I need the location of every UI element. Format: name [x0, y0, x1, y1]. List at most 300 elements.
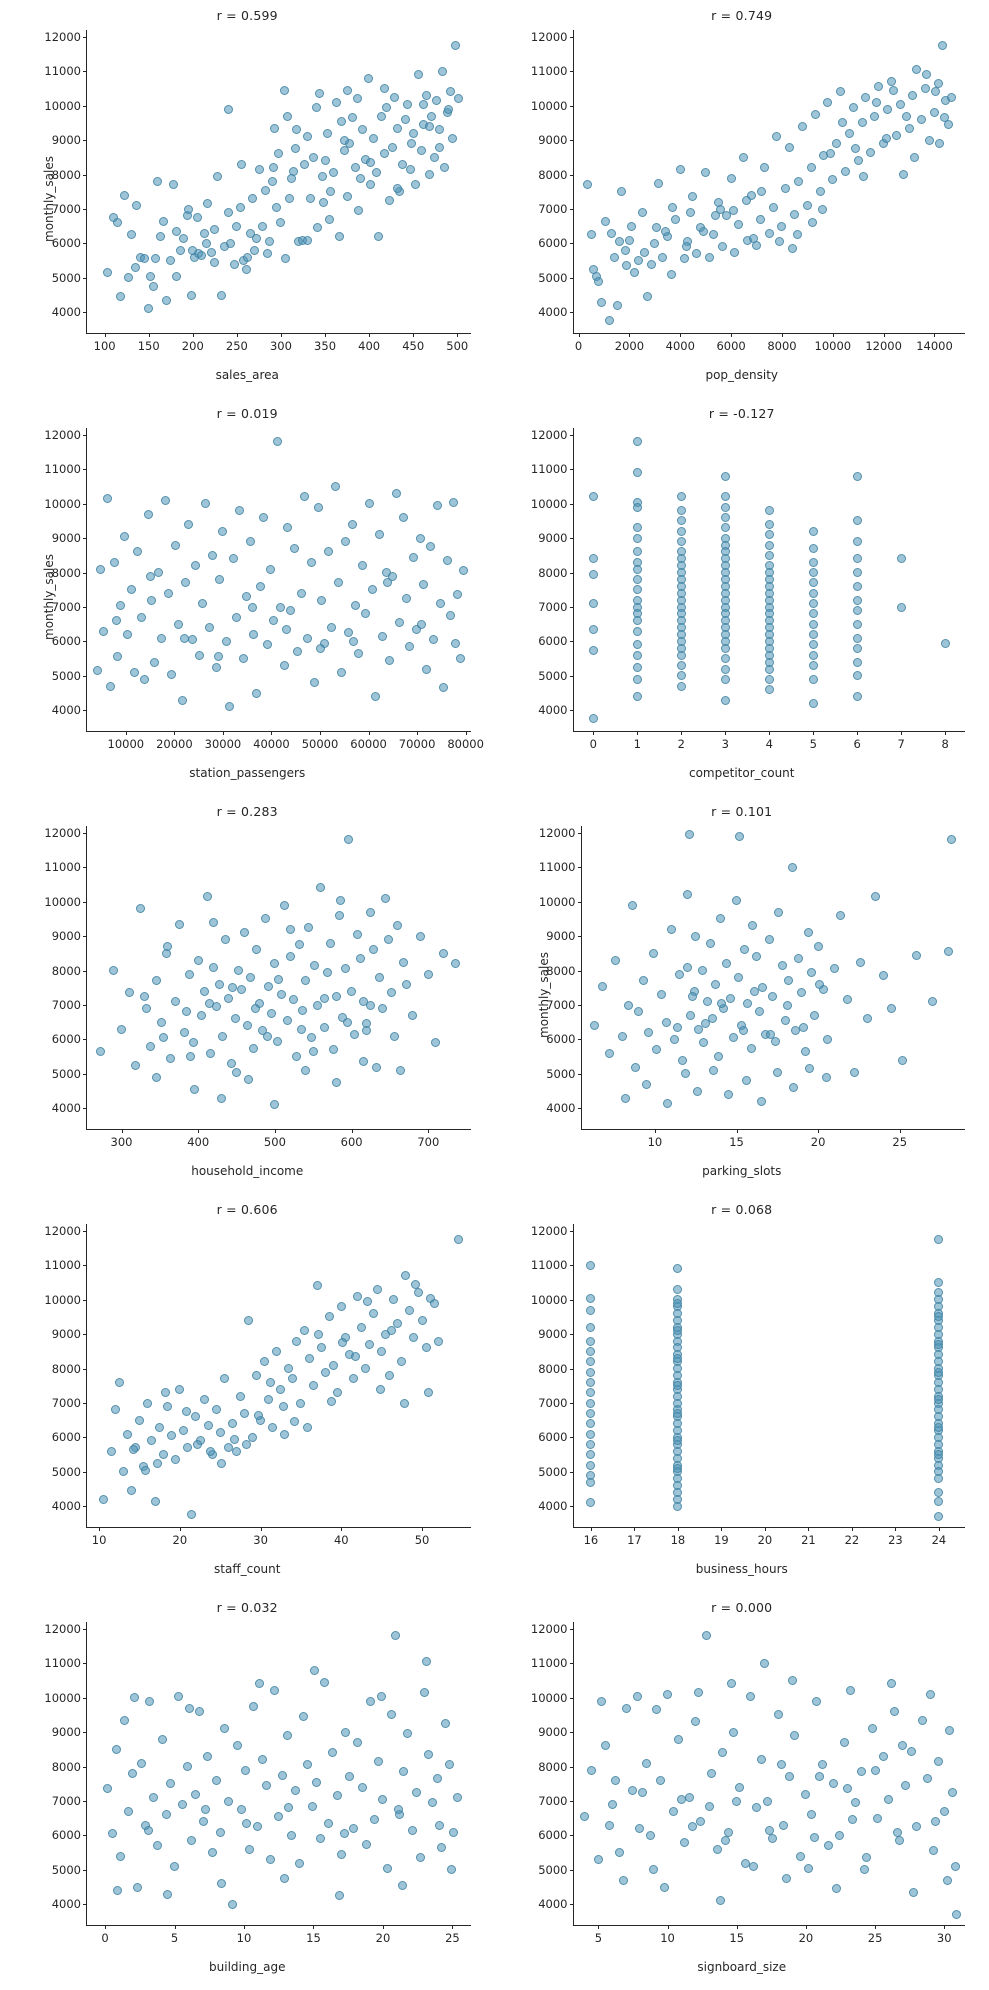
- scatter-point: [768, 992, 777, 1001]
- x-axis-label: station_passengers: [189, 766, 306, 780]
- x-tick: [193, 333, 194, 337]
- y-tick-label: 11000: [44, 860, 81, 875]
- y-tick-label: 11000: [530, 1656, 568, 1671]
- scatter-point: [362, 1026, 371, 1035]
- scatter-point: [183, 1762, 192, 1771]
- scatter-point: [218, 527, 227, 536]
- x-tick-label: 600: [340, 1135, 363, 1149]
- scatter-point: [358, 1783, 367, 1792]
- scatter-point: [203, 1752, 212, 1761]
- scatter-point: [232, 1447, 241, 1456]
- scatter-point: [319, 198, 328, 207]
- scatter-point: [910, 153, 919, 162]
- scatter-point: [803, 201, 812, 210]
- x-tick-label: 24: [931, 1533, 947, 1547]
- x-tick-label: 10000: [814, 339, 852, 353]
- scatter-point: [324, 1819, 333, 1828]
- x-tick-label: 10: [647, 1135, 663, 1149]
- scatter-point: [333, 1388, 342, 1397]
- scatter-point: [161, 496, 170, 505]
- scatter-point: [197, 251, 206, 260]
- scatter-point: [170, 1862, 179, 1871]
- scatter-point: [180, 1028, 189, 1037]
- scatter-point: [152, 976, 161, 985]
- scatter-point: [258, 222, 267, 231]
- scatter-point: [597, 1697, 606, 1706]
- scatter-point: [359, 1057, 368, 1066]
- y-tick: [570, 1698, 574, 1699]
- scatter-point: [703, 997, 712, 1006]
- scatter-point: [291, 1786, 300, 1795]
- scatter-point: [721, 513, 730, 522]
- scatter-point: [879, 1752, 888, 1761]
- scatter-point: [343, 86, 352, 95]
- y-tick-label: 7000: [51, 1396, 81, 1411]
- scatter-point: [325, 1312, 334, 1321]
- scatter-point: [835, 1831, 844, 1840]
- y-tick: [570, 71, 574, 72]
- scatter-point: [237, 985, 246, 994]
- scatter-point: [630, 268, 639, 277]
- scatter-point: [449, 498, 458, 507]
- scatter-point: [430, 1299, 439, 1308]
- scatter-point: [161, 1388, 170, 1397]
- scatter-point: [633, 675, 642, 684]
- plot-area: [530, 1223, 966, 1547]
- scatter-point: [369, 134, 378, 143]
- scatter-point: [385, 656, 394, 665]
- scatter-point: [267, 1009, 276, 1018]
- scatter-point: [680, 1838, 689, 1847]
- y-tick-label: 6000: [538, 1430, 568, 1445]
- scatter-point: [329, 1045, 338, 1054]
- scatter-point: [449, 1828, 458, 1837]
- scatter-point: [947, 93, 956, 102]
- scatter-point: [345, 1772, 354, 1781]
- x-tick: [634, 1527, 635, 1531]
- x-tick: [598, 1925, 599, 1929]
- scatter-point: [912, 1822, 921, 1831]
- scatter-point: [147, 596, 156, 605]
- x-tick: [721, 1527, 722, 1531]
- scatter-point: [268, 177, 277, 186]
- scatter-point: [586, 1419, 595, 1428]
- scatter-point: [899, 170, 908, 179]
- scatter-point: [228, 1900, 237, 1909]
- x-tick: [383, 1925, 384, 1929]
- scatter-point: [918, 1716, 927, 1725]
- scatter-point: [589, 599, 598, 608]
- scatter-point: [422, 665, 431, 674]
- scatter-point: [185, 970, 194, 979]
- y-tick-label: 7000: [538, 202, 568, 217]
- x-tick: [422, 1527, 423, 1531]
- x-tick-label: 450: [402, 339, 425, 353]
- scatter-point: [110, 558, 119, 567]
- scatter-point: [701, 168, 710, 177]
- data-points: [87, 1622, 471, 1925]
- scatter-point: [199, 1817, 208, 1826]
- y-tick-label: 12000: [530, 427, 568, 442]
- x-tick-label: 80000: [447, 737, 484, 751]
- scatter-point: [650, 239, 659, 248]
- scatter-point: [144, 510, 153, 519]
- scatter-point: [113, 652, 122, 661]
- scatter-point: [774, 1710, 783, 1719]
- scatter-point: [315, 89, 324, 98]
- scatter-point: [224, 208, 233, 217]
- scatter-point: [678, 1056, 687, 1065]
- scatter-point: [263, 1032, 272, 1041]
- scatter-point: [289, 995, 298, 1004]
- scatter-point: [237, 160, 246, 169]
- panel-title: r = 0.068: [711, 1202, 773, 1217]
- scatter-point: [200, 229, 209, 238]
- x-tick-label: 400: [358, 339, 381, 353]
- scatter-point: [814, 942, 823, 951]
- scatter-point: [633, 616, 642, 625]
- scatter-point: [598, 982, 607, 991]
- x-tick-label: 18: [670, 1533, 686, 1547]
- scatter-point: [280, 1874, 289, 1883]
- scatter-point: [269, 616, 278, 625]
- scatter-point: [401, 115, 410, 124]
- scatter-point: [273, 437, 282, 446]
- scatter-point: [331, 482, 340, 491]
- scatter-point: [303, 1423, 312, 1432]
- scatter-point: [190, 1085, 199, 1094]
- y-tick: [570, 1506, 574, 1507]
- scatter-point: [310, 961, 319, 970]
- scatter-point: [793, 230, 802, 239]
- scatter-point: [416, 1853, 425, 1862]
- scatter-point: [337, 668, 346, 677]
- scatter-point: [862, 1853, 871, 1862]
- scatter-point: [335, 1891, 344, 1900]
- scatter-point: [297, 589, 306, 598]
- scatter-point: [843, 1784, 852, 1793]
- scatter-point: [448, 134, 457, 143]
- x-tick-label: 70000: [398, 737, 436, 751]
- scatter-point: [699, 227, 708, 236]
- scatter-point: [318, 172, 327, 181]
- y-tick-label: 10000: [538, 894, 576, 909]
- x-tick-label: 0: [589, 737, 597, 751]
- scatter-point: [244, 1316, 253, 1325]
- scatter-point: [670, 1035, 679, 1044]
- scatter-point: [859, 172, 868, 181]
- scatter-point: [280, 661, 289, 670]
- scatter-point: [270, 959, 279, 968]
- x-tick: [122, 1129, 123, 1133]
- scatter-point: [633, 575, 642, 584]
- scatter-point: [310, 1666, 319, 1675]
- scatter-point: [300, 492, 309, 501]
- x-tick-label: 20000: [156, 737, 193, 751]
- scatter-point: [446, 87, 455, 96]
- scatter-point: [934, 1497, 943, 1506]
- scatter-point: [586, 1388, 595, 1397]
- y-tick: [570, 1835, 574, 1836]
- scatter-point: [113, 1886, 122, 1895]
- scatter-panel-competitor_count: [495, 398, 989, 796]
- y-tick: [570, 243, 574, 244]
- scatter-point: [272, 1347, 281, 1356]
- scatter-point: [153, 177, 162, 186]
- scatter-point: [758, 983, 767, 992]
- scatter-point: [617, 187, 626, 196]
- scatter-point: [681, 1069, 690, 1078]
- scatter-point: [683, 963, 692, 972]
- scatter-point: [718, 242, 727, 251]
- scatter-point: [586, 1461, 595, 1470]
- scatter-point: [259, 513, 268, 522]
- scatter-point: [422, 1343, 431, 1352]
- scatter-point: [174, 620, 183, 629]
- scatter-point: [284, 1803, 293, 1812]
- scatter-point: [422, 91, 431, 100]
- scatter-point: [580, 1812, 589, 1821]
- scatter-point: [853, 644, 862, 653]
- scatter-point: [890, 1707, 899, 1716]
- scatter-point: [586, 1399, 595, 1408]
- scatter-point: [809, 640, 818, 649]
- plot-area: [530, 427, 966, 751]
- scatter-point: [145, 1697, 154, 1706]
- scatter-point: [701, 1019, 710, 1028]
- scatter-point: [124, 1807, 133, 1816]
- scatter-point: [863, 1014, 872, 1023]
- scatter-point: [807, 968, 816, 977]
- scatter-point: [788, 244, 797, 253]
- scatter-point: [790, 210, 799, 219]
- scatter-point: [431, 1038, 440, 1047]
- x-tick-label: 20: [810, 1135, 826, 1149]
- scatter-panel-sales_area: [0, 0, 495, 398]
- scatter-point: [388, 143, 397, 152]
- y-tick-label: 6000: [51, 1032, 81, 1047]
- scatter-point: [335, 232, 344, 241]
- scatter-point: [934, 1368, 943, 1377]
- scatter-point: [673, 1023, 682, 1032]
- panel-title: r = 0.606: [216, 1202, 278, 1217]
- scatter-point: [409, 553, 418, 562]
- scatter-point: [898, 1741, 907, 1750]
- scatter-point: [280, 901, 289, 910]
- y-tick-label: 7000: [546, 998, 576, 1013]
- scatter-point: [424, 1388, 433, 1397]
- scatter-point: [769, 203, 778, 212]
- scatter-point: [879, 971, 888, 980]
- y-tick-label: 5000: [51, 1862, 81, 1877]
- y-tick: [83, 1732, 87, 1733]
- y-tick-label: 6000: [51, 1430, 81, 1445]
- scatter-point: [882, 134, 891, 143]
- scatter-point: [131, 263, 140, 272]
- scatter-point: [934, 1512, 943, 1521]
- scatter-point: [209, 963, 218, 972]
- scatter-point: [395, 618, 404, 627]
- scatter-point: [162, 1810, 171, 1819]
- panel-title: r = 0.019: [216, 406, 278, 421]
- x-tick-label: 20: [375, 1931, 391, 1945]
- scatter-point: [356, 174, 365, 183]
- x-tick: [275, 1129, 276, 1133]
- scatter-point: [340, 136, 349, 145]
- scatter-point: [944, 947, 953, 956]
- scatter-point: [202, 239, 211, 248]
- scatter-point: [309, 1047, 318, 1056]
- scatter-point: [756, 215, 765, 224]
- scatter-point: [385, 1371, 394, 1380]
- x-tick: [466, 731, 467, 735]
- scatter-point: [242, 592, 251, 601]
- y-tick-label: 8000: [51, 565, 81, 580]
- scatter-point: [866, 148, 875, 157]
- scatter-point: [357, 1323, 366, 1332]
- scatter-point: [316, 1834, 325, 1843]
- panel-title: r = -0.127: [708, 406, 775, 421]
- scatter-point: [320, 1678, 329, 1687]
- y-tick-label: 7000: [51, 202, 81, 217]
- scatter-point: [586, 1306, 595, 1315]
- scatter-point: [799, 1023, 808, 1032]
- scatter-point: [119, 1467, 128, 1476]
- y-tick-label: 8000: [538, 1361, 568, 1376]
- scatter-point: [908, 91, 917, 100]
- scatter-point: [857, 1767, 866, 1776]
- scatter-point: [446, 611, 455, 620]
- scatter-point: [93, 666, 102, 675]
- x-tick-label: 250: [225, 339, 248, 353]
- y-tick-label: 11000: [44, 462, 81, 477]
- scatter-point: [343, 1018, 352, 1027]
- scatter-point: [403, 100, 412, 109]
- scatter-point: [691, 932, 700, 941]
- scatter-point: [688, 1822, 697, 1831]
- scatter-point: [853, 516, 862, 525]
- x-tick-label: 5: [594, 1931, 603, 1945]
- scatter-point: [742, 1076, 751, 1085]
- scatter-point: [149, 282, 158, 291]
- scatter-point: [846, 1686, 855, 1695]
- scatter-point: [132, 201, 141, 210]
- scatter-point: [714, 1052, 723, 1061]
- y-tick: [83, 1005, 87, 1006]
- scatter-point: [249, 1702, 258, 1711]
- scatter-point: [858, 118, 867, 127]
- scatter-point: [163, 1890, 172, 1899]
- scatter-point: [794, 177, 803, 186]
- scatter-point: [439, 683, 448, 692]
- scatter-point: [688, 992, 697, 1001]
- scatter-point: [393, 124, 402, 133]
- y-tick: [570, 1300, 574, 1301]
- scatter-point: [328, 1748, 337, 1757]
- data-points: [574, 30, 966, 333]
- data-points: [582, 826, 966, 1129]
- scatter-point: [711, 211, 720, 220]
- y-tick-label: 4000: [51, 703, 81, 718]
- scatter-point: [212, 1776, 221, 1785]
- scatter-point: [420, 1688, 429, 1697]
- scatter-point: [109, 966, 118, 975]
- x-tick: [737, 1129, 738, 1133]
- scatter-point: [205, 623, 214, 632]
- scatter-point: [255, 1679, 264, 1688]
- scatter-point: [252, 945, 261, 954]
- scatter-point: [157, 634, 166, 643]
- scatter-point: [226, 239, 235, 248]
- scatter-point: [377, 1692, 386, 1701]
- scatter-point: [236, 203, 245, 212]
- scatter-point: [285, 194, 294, 203]
- scatter-point: [290, 544, 299, 553]
- scatter-point: [332, 1078, 341, 1087]
- scatter-point: [255, 165, 264, 174]
- scatter-point: [667, 270, 676, 279]
- x-tick: [806, 1925, 807, 1929]
- scatter-point: [912, 65, 921, 74]
- scatter-point: [256, 582, 265, 591]
- x-tick: [593, 731, 594, 735]
- scatter-point: [317, 1343, 326, 1352]
- scatter-point: [752, 952, 761, 961]
- scatter-point: [713, 1845, 722, 1854]
- scatter-point: [931, 1817, 940, 1826]
- scatter-point: [300, 1326, 309, 1335]
- scatter-point: [292, 1052, 301, 1061]
- y-tick-label: 5000: [538, 270, 568, 285]
- x-tick-label: 14000: [916, 339, 953, 353]
- x-tick: [655, 1129, 656, 1133]
- panel-title: r = 0.000: [711, 1600, 773, 1615]
- scatter-point: [853, 634, 862, 643]
- x-tick: [939, 1527, 940, 1531]
- scatter-point: [809, 675, 818, 684]
- scatter-point: [952, 1910, 961, 1919]
- scatter-point: [889, 86, 898, 95]
- scatter-point: [210, 258, 219, 267]
- x-axis-label: building_age: [209, 1960, 286, 1974]
- scatter-point: [613, 301, 622, 310]
- scatter-point: [836, 87, 845, 96]
- scatter-point: [438, 67, 447, 76]
- scatter-point: [252, 1371, 261, 1380]
- scatter-point: [245, 1845, 254, 1854]
- scatter-point: [237, 1805, 246, 1814]
- scatter-point: [589, 492, 598, 501]
- y-tick-label: 6000: [51, 634, 81, 649]
- y-tick: [570, 1870, 574, 1871]
- scatter-point: [810, 1011, 819, 1020]
- scatter-point: [233, 1741, 242, 1750]
- scatter-point: [316, 883, 325, 892]
- panel-title: r = 0.599: [216, 8, 278, 23]
- x-tick: [857, 731, 858, 735]
- scatter-point: [358, 561, 367, 570]
- scatter-point: [654, 179, 663, 188]
- scatter-point: [809, 558, 818, 567]
- scatter-point: [633, 437, 642, 446]
- y-tick-label: 9000: [538, 531, 568, 546]
- scatter-point: [398, 1881, 407, 1890]
- scatter-point: [436, 599, 445, 608]
- scatter-point: [805, 1064, 814, 1073]
- plot-area: [530, 29, 966, 353]
- y-tick: [578, 1039, 582, 1040]
- scatter-point: [231, 1014, 240, 1023]
